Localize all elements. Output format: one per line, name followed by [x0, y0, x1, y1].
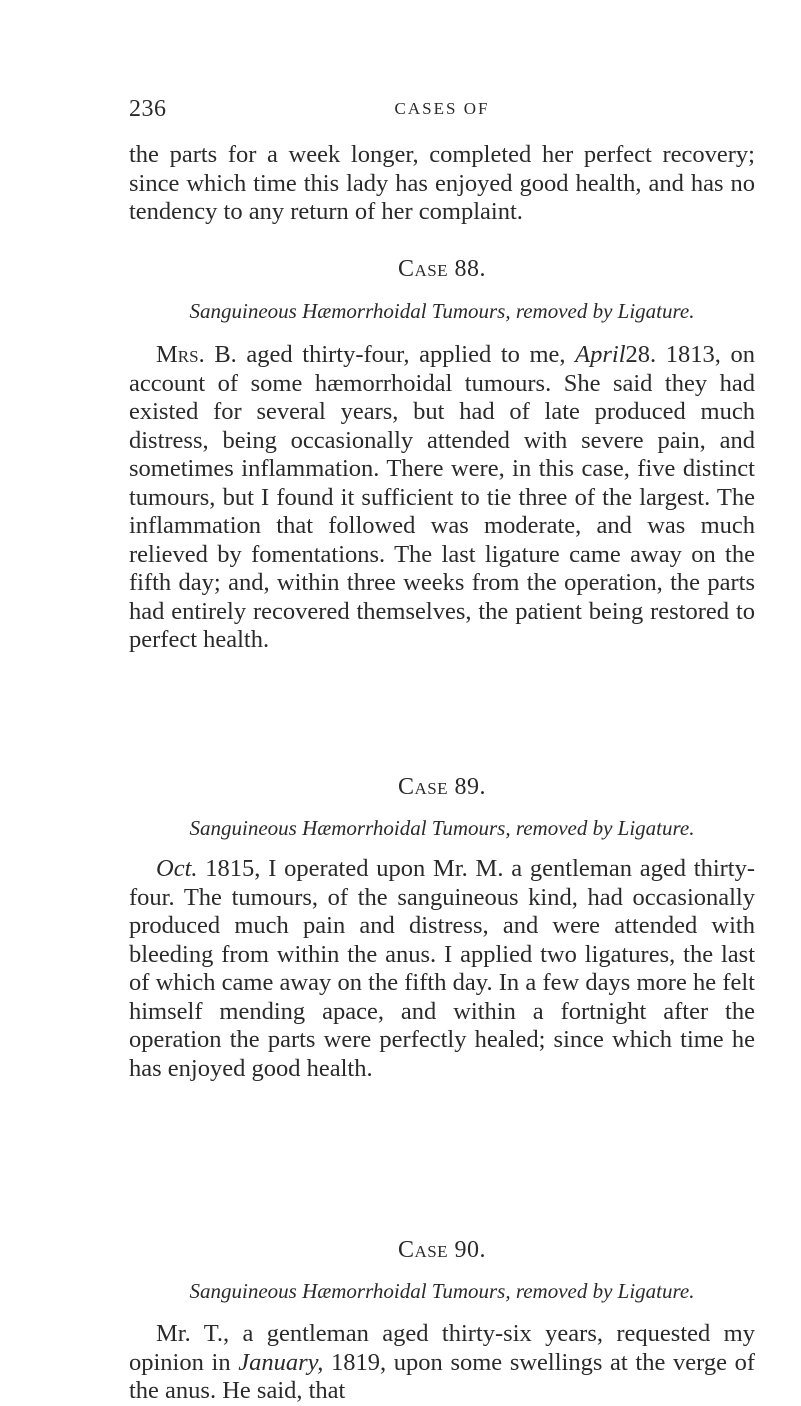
- case-89-text: [129, 855, 755, 1083]
- case-90-text: [129, 1320, 755, 1406]
- case-88-subtitle: Sanguineous Hæmorrhoidal Tumours, removed by Ligature.: [189, 299, 695, 323]
- case-89-month: Oct.: [156, 855, 198, 882]
- case-88-text-a: aged thirty-four, applied to me,: [246, 341, 566, 368]
- case-90-subtitle: Sanguineous Hæmorrhoidal Tumours, removed by Ligature.: [189, 1279, 695, 1303]
- continuation-paragraph: [129, 141, 755, 227]
- case-89-text-main: 1815, I operated upon Mr. M. a gentleman aged thirty-four. The tumours, of the sanguineous kind, had occasionally produced much pain and distress, and were attended with bleeding from within the anus. I applied two ligatures, the last of which came away on the fifth day. In a few days more he felt himself mending apace, and within a fortnight after the operation the parts were perfectly healed; since which time he has enjoyed good health.: [129, 855, 756, 1082]
- case-88-patient: Mrs. B.: [156, 341, 237, 368]
- case-90-text-b: 1819, upon some swellings at the verge of the anus. He said, that: [129, 1348, 756, 1404]
- running-head: [129, 96, 755, 126]
- case-89-heading: Case 89.: [397, 774, 487, 800]
- case-88-body: [129, 341, 755, 655]
- case-88-text: [129, 341, 755, 655]
- case-90-text-a: Mr. T., a gentleman aged thirty-six years, requested my opinion in: [129, 1320, 755, 1376]
- case-90-month: January,: [238, 1348, 324, 1376]
- running-title: CASES OF: [394, 99, 490, 118]
- case-90-body: [129, 1320, 755, 1406]
- case-89-body: [129, 855, 755, 1083]
- case-88-date-month: April: [575, 341, 626, 368]
- page-number: 236: [129, 96, 167, 122]
- continuation-text: the parts for a week longer, completed her perfect recovery; since which time this lady has enjoyed good health, and has no tendency to any return of her complaint.: [129, 141, 755, 225]
- case-88-text-b: 28. 1813, on account of some hæmorrhoidal tumours. She said they had existed for several years, but had of late produced much distress, being occasionally attended with severe pain, and sometimes inflammation. There were, in this case, five distinct tumours, but I found it sufficient to tie three of the largest. The inflammation that followed was moderate, and was much relieved by fomentations. The last ligature came away on the fifth day; and, within three weeks from the operation, the parts had entirely recovered themselves, the patient being restored to perfect health.: [129, 341, 756, 653]
- case-90-heading: Case 90.: [397, 1237, 487, 1263]
- case-89-subtitle: Sanguineous Hæmorrhoidal Tumours, removed by Ligature.: [189, 816, 695, 840]
- case-88-heading: Case 88.: [397, 256, 487, 282]
